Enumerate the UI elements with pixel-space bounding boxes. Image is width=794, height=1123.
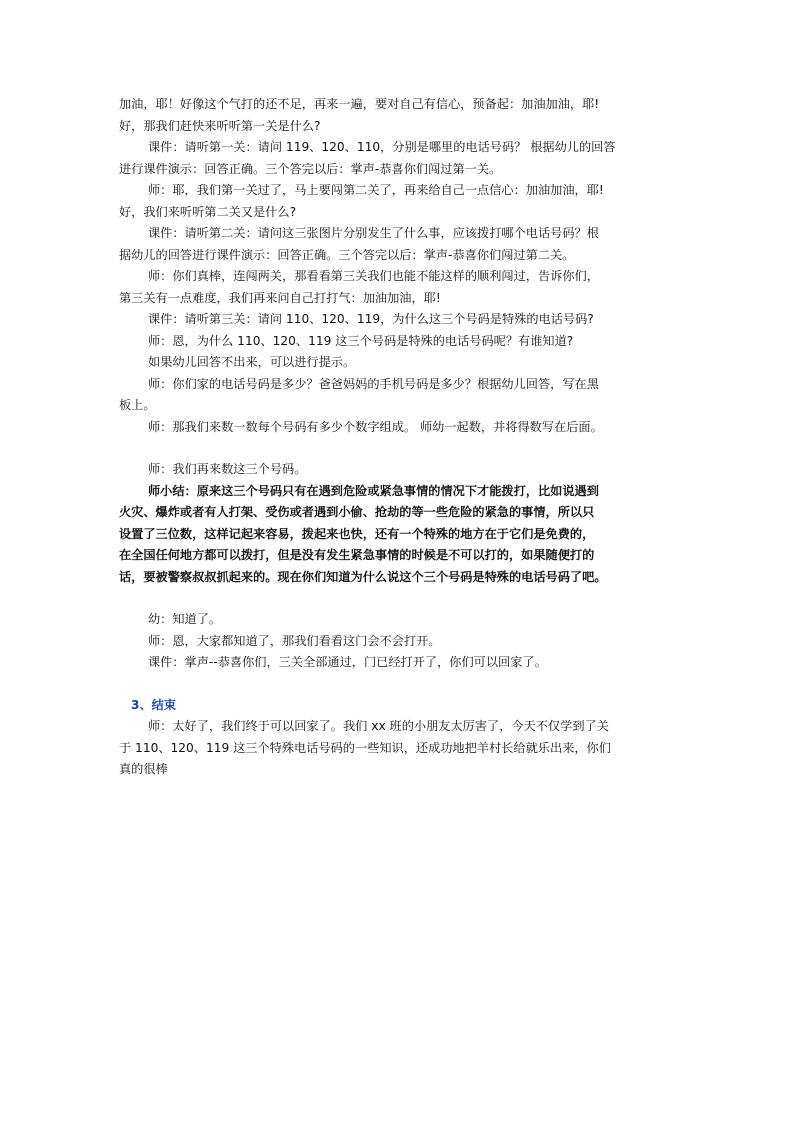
text-line: 课件：掌声--恭喜你们，三关全部通过，门已经打开了，你们可以回家了。 — [148, 655, 547, 669]
section-heading: 3、结束 — [131, 697, 177, 712]
text-line: 师：我们再来数这三个号码。 — [148, 462, 307, 476]
text-line: 师：恩，大家都知道了，那我们看看这门会不会打开。 — [148, 633, 441, 648]
text-line: 课件：请听第三关：请问 110、120、119，为什么这三个号码是特殊的电话号码? — [148, 312, 594, 326]
summary-line: 火灾、爆炸或者有人打架、受伤或者遇到小偷、抢劫的等一些危险的紧急的事情，所以只 — [119, 505, 595, 519]
text-line: 如果幼儿回答不出来，可以进行提示。 — [148, 355, 356, 369]
text-line: 进行课件演示：回答正确。三个答完以后：掌声-恭喜你们闯过第一关。 — [119, 161, 502, 176]
document-body — [119, 94, 684, 781]
text-line: 加油，耶！好像这个气打的还不足，再来一遍，要对自己有信心，预备起：加油加油，耶! — [119, 97, 600, 111]
spacer — [119, 674, 684, 695]
text-line: 好，那我们赶快来听听第一关是什么? — [119, 118, 321, 133]
summary-line: 在全国任何地方都可以拨打，但是没有发生紧急事情的时候是不可以打的，如果随便打的 — [119, 548, 595, 562]
text-line: 师：耶，我们第一关过了，马上要闯第二关了，再来给自己一点信心：加油加油，耶! — [148, 183, 604, 197]
spacer — [119, 438, 684, 459]
text-line: 师：你们家的电话号码是多少？爸爸妈妈的手机号码是多少？根据幼儿回答，写在黑 — [148, 376, 599, 391]
text-line: 课件：请听第一关：请问 119、120、110，分别是哪里的电话号码？ 根据幼儿的回答 — [148, 140, 616, 154]
text-line: 师：太好了，我们终于可以回家了。我们 xx 班的小朋友太厉害了，今天不仅学到了关 — [148, 719, 609, 733]
spacer — [119, 588, 684, 609]
text-line: 第三关有一点难度，我们再来问自己打打气：加油加油，耶! — [119, 290, 441, 305]
text-line: 据幼儿的回答进行课件演示：回答正确。三个答完以后：掌声-恭喜你们闯过第二关。 — [119, 247, 575, 262]
text-line: 课件：请听第二关：请问这三张图片分别发生了什么事，应该拨打哪个电话号码？根 — [148, 226, 599, 240]
text-line: 师：你们真棒，连闯两关，那看看第三关我们也能不能这样的顺利闯过，告诉你们， — [148, 269, 599, 283]
text-line: 师：恩，为什么 110、120、119 这三个号码是特殊的电话号码呢？有谁知道? — [148, 333, 574, 348]
text-line: 好，我们来听听第二关又是什么? — [119, 204, 297, 219]
summary-line: 师小结：原来这三个号码只有在遇到危险或紧急事情的情况下才能拨打，比如说遇到 — [148, 483, 599, 498]
text-line: 师：那我们来数一数每个号码有多少个数字组成。 师幼一起数，并将得数写在后面。 — [148, 419, 603, 434]
text-line: 幼：知道了。 — [148, 612, 222, 626]
text-line: 板上。 — [119, 398, 156, 412]
text-line: 于 110、120、119 这三个特殊电话号码的一些知识，还成功地把羊村长给就乐出来，你们 — [119, 740, 611, 755]
summary-line: 话，要被警察叔叔抓起来的。现在你们知道为什么说这个三个号码是特殊的电话号码了吧。 — [119, 569, 607, 584]
summary-line: 设置了三位数，这样记起来容易，拨起来也快，还有一个特殊的地方在于它们是免费的， — [119, 526, 595, 541]
text-line: 真的很棒 — [119, 762, 168, 776]
